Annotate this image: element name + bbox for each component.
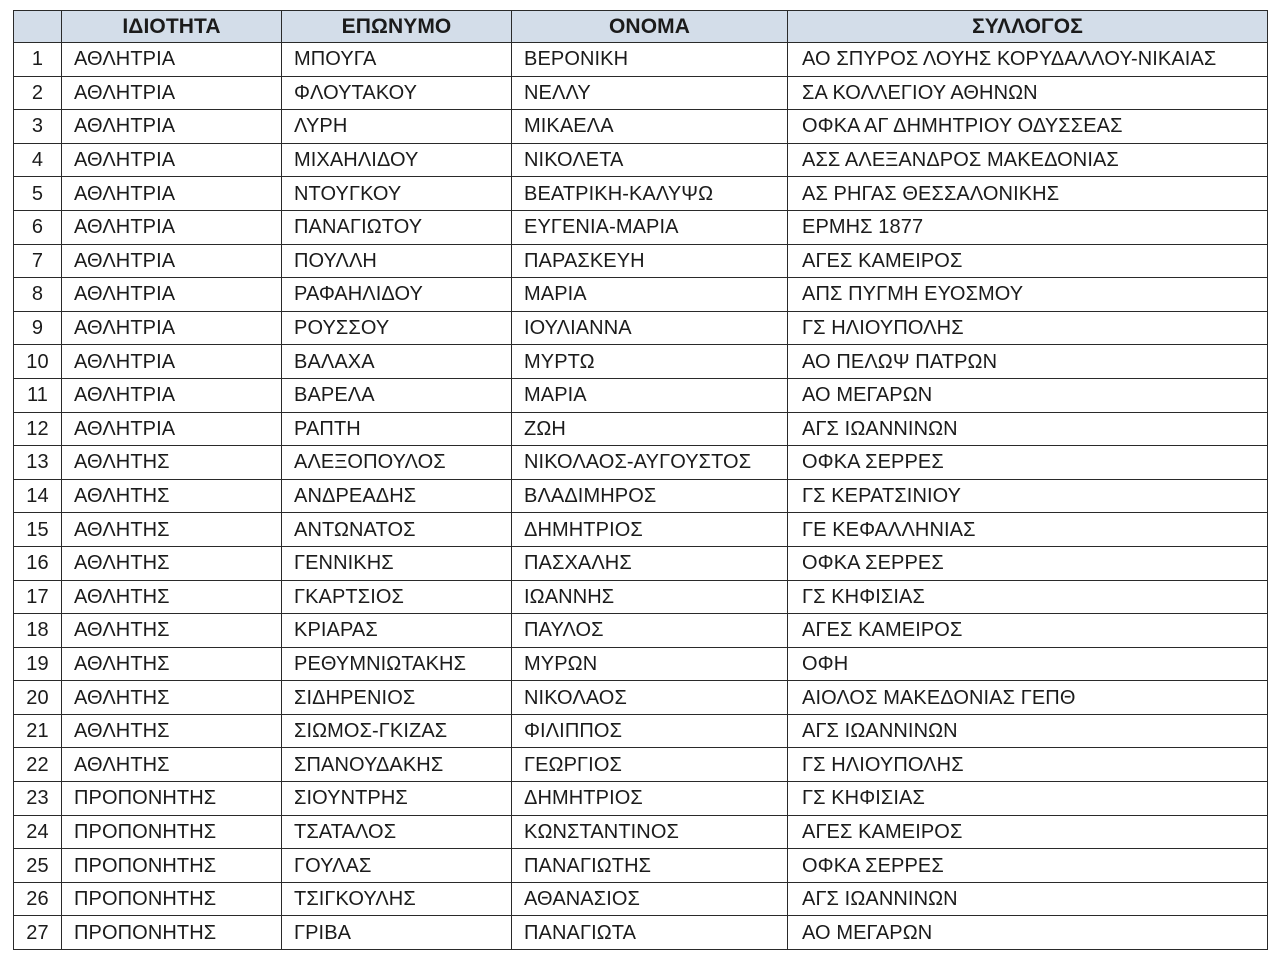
surname-cell: ΤΣΑΤΑΛΟΣ (282, 815, 512, 849)
row-number: 3 (14, 110, 62, 144)
first-name-cell: ΔΗΜΗΤΡΙΟΣ (512, 513, 788, 547)
role-cell: ΑΘΛΗΤΡΙΑ (62, 412, 282, 446)
surname-cell: ΣΙΟΥΝΤΡΗΣ (282, 782, 512, 816)
first-name-cell: ΠΑΣΧΑΛΗΣ (512, 546, 788, 580)
surname-cell: ΦΛΟΥΤΑΚΟΥ (282, 76, 512, 110)
header-number (14, 11, 62, 43)
row-number: 21 (14, 714, 62, 748)
table-row (14, 278, 1268, 312)
surname-cell: ΤΣΙΓΚΟΥΛΗΣ (282, 882, 512, 916)
row-number: 6 (14, 210, 62, 244)
first-name-cell: ΖΩΗ (512, 412, 788, 446)
table-header (14, 11, 1268, 43)
row-number: 26 (14, 882, 62, 916)
club-cell: ΑΓΕΣ ΚΑΜΕΙΡΟΣ (788, 614, 1268, 648)
table-row (14, 110, 1268, 144)
row-number: 20 (14, 681, 62, 715)
row-number: 14 (14, 479, 62, 513)
table-row (14, 412, 1268, 446)
first-name-cell: ΚΩΝΣΤΑΝΤΙΝΟΣ (512, 815, 788, 849)
club-cell: ΑΓΣ ΙΩΑΝΝΙΝΩΝ (788, 882, 1268, 916)
surname-cell: ΑΝΤΩΝΑΤΟΣ (282, 513, 512, 547)
club-cell: ΑΓΕΣ ΚΑΜΕΙΡΟΣ (788, 244, 1268, 278)
table-row (14, 43, 1268, 77)
surname-cell: ΓΚΑΡΤΣΙΟΣ (282, 580, 512, 614)
table-row (14, 76, 1268, 110)
roster-table (13, 10, 1268, 950)
first-name-cell: ΑΘΑΝΑΣΙΟΣ (512, 882, 788, 916)
first-name-cell: ΜΙΚΑΕΛΑ (512, 110, 788, 144)
role-cell: ΑΘΛΗΤΡΙΑ (62, 278, 282, 312)
club-cell: ΟΦΗ (788, 647, 1268, 681)
club-cell: ΑΣ ΡΗΓΑΣ ΘΕΣΣΑΛΟΝΙΚΗΣ (788, 177, 1268, 211)
first-name-cell: ΝΙΚΟΛΑΟΣ-ΑΥΓΟΥΣΤΟΣ (512, 446, 788, 480)
role-cell: ΑΘΛΗΤΡΙΑ (62, 76, 282, 110)
club-cell: ΑΟ ΠΕΛΩΨ ΠΑΤΡΩΝ (788, 345, 1268, 379)
role-cell: ΠΡΟΠΟΝΗΤΗΣ (62, 815, 282, 849)
row-number: 12 (14, 412, 62, 446)
row-number: 22 (14, 748, 62, 782)
club-cell: ΟΦΚΑ ΑΓ ΔΗΜΗΤΡΙΟΥ ΟΔΥΣΣΕΑΣ (788, 110, 1268, 144)
table-row (14, 580, 1268, 614)
club-cell: ΓΣ ΗΛΙΟΥΠΟΛΗΣ (788, 311, 1268, 345)
surname-cell: ΠΑΝΑΓΙΩΤΟΥ (282, 210, 512, 244)
first-name-cell: ΠΑΝΑΓΙΩΤΑ (512, 916, 788, 950)
row-number: 7 (14, 244, 62, 278)
role-cell: ΑΘΛΗΤΗΣ (62, 513, 282, 547)
role-cell: ΑΘΛΗΤΗΣ (62, 748, 282, 782)
table-row (14, 614, 1268, 648)
club-cell: ΑΙΟΛΟΣ ΜΑΚΕΔΟΝΙΑΣ ΓΕΠΘ (788, 681, 1268, 715)
role-cell: ΠΡΟΠΟΝΗΤΗΣ (62, 916, 282, 950)
club-cell: ΓΣ ΚΗΦΙΣΙΑΣ (788, 580, 1268, 614)
role-cell: ΑΘΛΗΤΡΙΑ (62, 345, 282, 379)
row-number: 5 (14, 177, 62, 211)
surname-cell: ΠΟΥΛΛΗ (282, 244, 512, 278)
role-cell: ΑΘΛΗΤΡΙΑ (62, 244, 282, 278)
table-row (14, 748, 1268, 782)
role-cell: ΑΘΛΗΤΡΙΑ (62, 378, 282, 412)
row-number: 13 (14, 446, 62, 480)
club-cell: ΑΟ ΜΕΓΑΡΩΝ (788, 916, 1268, 950)
club-cell: ΓΣ ΚΕΡΑΤΣΙΝΙΟΥ (788, 479, 1268, 513)
role-cell: ΑΘΛΗΤΗΣ (62, 647, 282, 681)
table-row (14, 647, 1268, 681)
row-number: 27 (14, 916, 62, 950)
table-row (14, 681, 1268, 715)
row-number: 1 (14, 43, 62, 77)
role-cell: ΑΘΛΗΤΗΣ (62, 681, 282, 715)
first-name-cell: ΝΙΚΟΛΑΟΣ (512, 681, 788, 715)
header-surname: ΕΠΩΝΥΜΟ (282, 11, 512, 43)
first-name-cell: ΒΕΑΤΡΙΚΗ-ΚΑΛΥΨΩ (512, 177, 788, 211)
role-cell: ΑΘΛΗΤΡΙΑ (62, 210, 282, 244)
surname-cell: ΚΡΙΑΡΑΣ (282, 614, 512, 648)
first-name-cell: ΔΗΜΗΤΡΙΟΣ (512, 782, 788, 816)
surname-cell: ΒΑΡΕΛΑ (282, 378, 512, 412)
club-cell: ΟΦΚΑ ΣΕΡΡΕΣ (788, 446, 1268, 480)
club-cell: ΓΣ ΚΗΦΙΣΙΑΣ (788, 782, 1268, 816)
role-cell: ΑΘΛΗΤΗΣ (62, 446, 282, 480)
table-row (14, 916, 1268, 950)
table-row (14, 782, 1268, 816)
row-number: 16 (14, 546, 62, 580)
surname-cell: ΣΠΑΝΟΥΔΑΚΗΣ (282, 748, 512, 782)
first-name-cell: ΕΥΓΕΝΙΑ-ΜΑΡΙΑ (512, 210, 788, 244)
surname-cell: ΓΟΥΛΑΣ (282, 849, 512, 883)
table-body (14, 43, 1268, 950)
header-row (14, 11, 1268, 43)
first-name-cell: ΦΙΛΙΠΠΟΣ (512, 714, 788, 748)
role-cell: ΠΡΟΠΟΝΗΤΗΣ (62, 882, 282, 916)
row-number: 24 (14, 815, 62, 849)
surname-cell: ΡΑΠΤΗ (282, 412, 512, 446)
role-cell: ΑΘΛΗΤΡΙΑ (62, 43, 282, 77)
club-cell: ΑΠΣ ΠΥΓΜΗ ΕΥΟΣΜΟΥ (788, 278, 1268, 312)
row-number: 9 (14, 311, 62, 345)
role-cell: ΑΘΛΗΤΡΙΑ (62, 311, 282, 345)
role-cell: ΠΡΟΠΟΝΗΤΗΣ (62, 782, 282, 816)
first-name-cell: ΒΕΡΟΝΙΚΗ (512, 43, 788, 77)
role-cell: ΑΘΛΗΤΗΣ (62, 479, 282, 513)
table-row (14, 815, 1268, 849)
table-row (14, 345, 1268, 379)
club-cell: ΟΦΚΑ ΣΕΡΡΕΣ (788, 849, 1268, 883)
table-row (14, 378, 1268, 412)
row-number: 18 (14, 614, 62, 648)
first-name-cell: ΜΑΡΙΑ (512, 278, 788, 312)
surname-cell: ΝΤΟΥΓΚΟΥ (282, 177, 512, 211)
header-role: ΙΔΙΟΤΗΤΑ (62, 11, 282, 43)
role-cell: ΑΘΛΗΤΡΙΑ (62, 177, 282, 211)
table-row (14, 143, 1268, 177)
surname-cell: ΑΝΔΡΕΑΔΗΣ (282, 479, 512, 513)
role-cell: ΑΘΛΗΤΗΣ (62, 546, 282, 580)
first-name-cell: ΝΕΛΛΥ (512, 76, 788, 110)
row-number: 8 (14, 278, 62, 312)
first-name-cell: ΝΙΚΟΛΕΤΑ (512, 143, 788, 177)
row-number: 2 (14, 76, 62, 110)
table-row (14, 244, 1268, 278)
table-row (14, 311, 1268, 345)
table-row (14, 546, 1268, 580)
row-number: 23 (14, 782, 62, 816)
club-cell: ΑΣΣ ΑΛΕΞΑΝΔΡΟΣ ΜΑΚΕΔΟΝΙΑΣ (788, 143, 1268, 177)
table-row (14, 849, 1268, 883)
row-number: 25 (14, 849, 62, 883)
surname-cell: ΜΠΟΥΓΑ (282, 43, 512, 77)
first-name-cell: ΜΑΡΙΑ (512, 378, 788, 412)
row-number: 4 (14, 143, 62, 177)
row-number: 17 (14, 580, 62, 614)
table-row (14, 479, 1268, 513)
role-cell: ΑΘΛΗΤΡΙΑ (62, 143, 282, 177)
club-cell: ΑΟ ΜΕΓΑΡΩΝ (788, 378, 1268, 412)
table-row (14, 446, 1268, 480)
table-row (14, 177, 1268, 211)
surname-cell: ΜΙΧΑΗΛΙΔΟΥ (282, 143, 512, 177)
club-cell: ΑΓΣ ΙΩΑΝΝΙΝΩΝ (788, 412, 1268, 446)
club-cell: ΓΣ ΗΛΙΟΥΠΟΛΗΣ (788, 748, 1268, 782)
surname-cell: ΓΕΝΝΙΚΗΣ (282, 546, 512, 580)
first-name-cell: ΠΑΡΑΣΚΕΥΗ (512, 244, 788, 278)
surname-cell: ΣΙΩΜΟΣ-ΓΚΙΖΑΣ (282, 714, 512, 748)
club-cell: ΑΓΣ ΙΩΑΝΝΙΝΩΝ (788, 714, 1268, 748)
club-cell: ΟΦΚΑ ΣΕΡΡΕΣ (788, 546, 1268, 580)
row-number: 19 (14, 647, 62, 681)
surname-cell: ΡΟΥΣΣΟΥ (282, 311, 512, 345)
surname-cell: ΣΙΔΗΡΕΝΙΟΣ (282, 681, 512, 715)
surname-cell: ΒΑΛΑΧΑ (282, 345, 512, 379)
first-name-cell: ΜΥΡΤΩ (512, 345, 788, 379)
surname-cell: ΛΥΡΗ (282, 110, 512, 144)
role-cell: ΑΘΛΗΤΡΙΑ (62, 110, 282, 144)
role-cell: ΠΡΟΠΟΝΗΤΗΣ (62, 849, 282, 883)
role-cell: ΑΘΛΗΤΗΣ (62, 714, 282, 748)
role-cell: ΑΘΛΗΤΗΣ (62, 580, 282, 614)
club-cell: ΣΑ ΚΟΛΛΕΓΙΟΥ ΑΘΗΝΩΝ (788, 76, 1268, 110)
first-name-cell: ΠΑΝΑΓΙΩΤΗΣ (512, 849, 788, 883)
table-row (14, 513, 1268, 547)
first-name-cell: ΙΟΥΛΙΑΝΝΑ (512, 311, 788, 345)
club-cell: ΕΡΜΗΣ 1877 (788, 210, 1268, 244)
surname-cell: ΡΑΦΑΗΛΙΔΟΥ (282, 278, 512, 312)
row-number: 15 (14, 513, 62, 547)
table-row (14, 714, 1268, 748)
row-number: 11 (14, 378, 62, 412)
header-first-name: ΟΝΟΜΑ (512, 11, 788, 43)
role-cell: ΑΘΛΗΤΗΣ (62, 614, 282, 648)
surname-cell: ΑΛΕΞΟΠΟΥΛΟΣ (282, 446, 512, 480)
surname-cell: ΓΡΙΒΑ (282, 916, 512, 950)
surname-cell: ΡΕΘΥΜΝΙΩΤΑΚΗΣ (282, 647, 512, 681)
club-cell: ΑΟ ΣΠΥΡΟΣ ΛΟΥΗΣ ΚΟΡΥΔΑΛΛΟΥ-ΝΙΚΑΙΑΣ (788, 43, 1268, 77)
club-cell: ΓΕ ΚΕΦΑΛΛΗΝΙΑΣ (788, 513, 1268, 547)
first-name-cell: ΠΑΥΛΟΣ (512, 614, 788, 648)
row-number: 10 (14, 345, 62, 379)
first-name-cell: ΙΩΑΝΝΗΣ (512, 580, 788, 614)
first-name-cell: ΓΕΩΡΓΙΟΣ (512, 748, 788, 782)
club-cell: ΑΓΕΣ ΚΑΜΕΙΡΟΣ (788, 815, 1268, 849)
table-row (14, 882, 1268, 916)
table-row (14, 210, 1268, 244)
header-club: ΣΥΛΛΟΓΟΣ (788, 11, 1268, 43)
first-name-cell: ΜΥΡΩΝ (512, 647, 788, 681)
first-name-cell: ΒΛΑΔΙΜΗΡΟΣ (512, 479, 788, 513)
